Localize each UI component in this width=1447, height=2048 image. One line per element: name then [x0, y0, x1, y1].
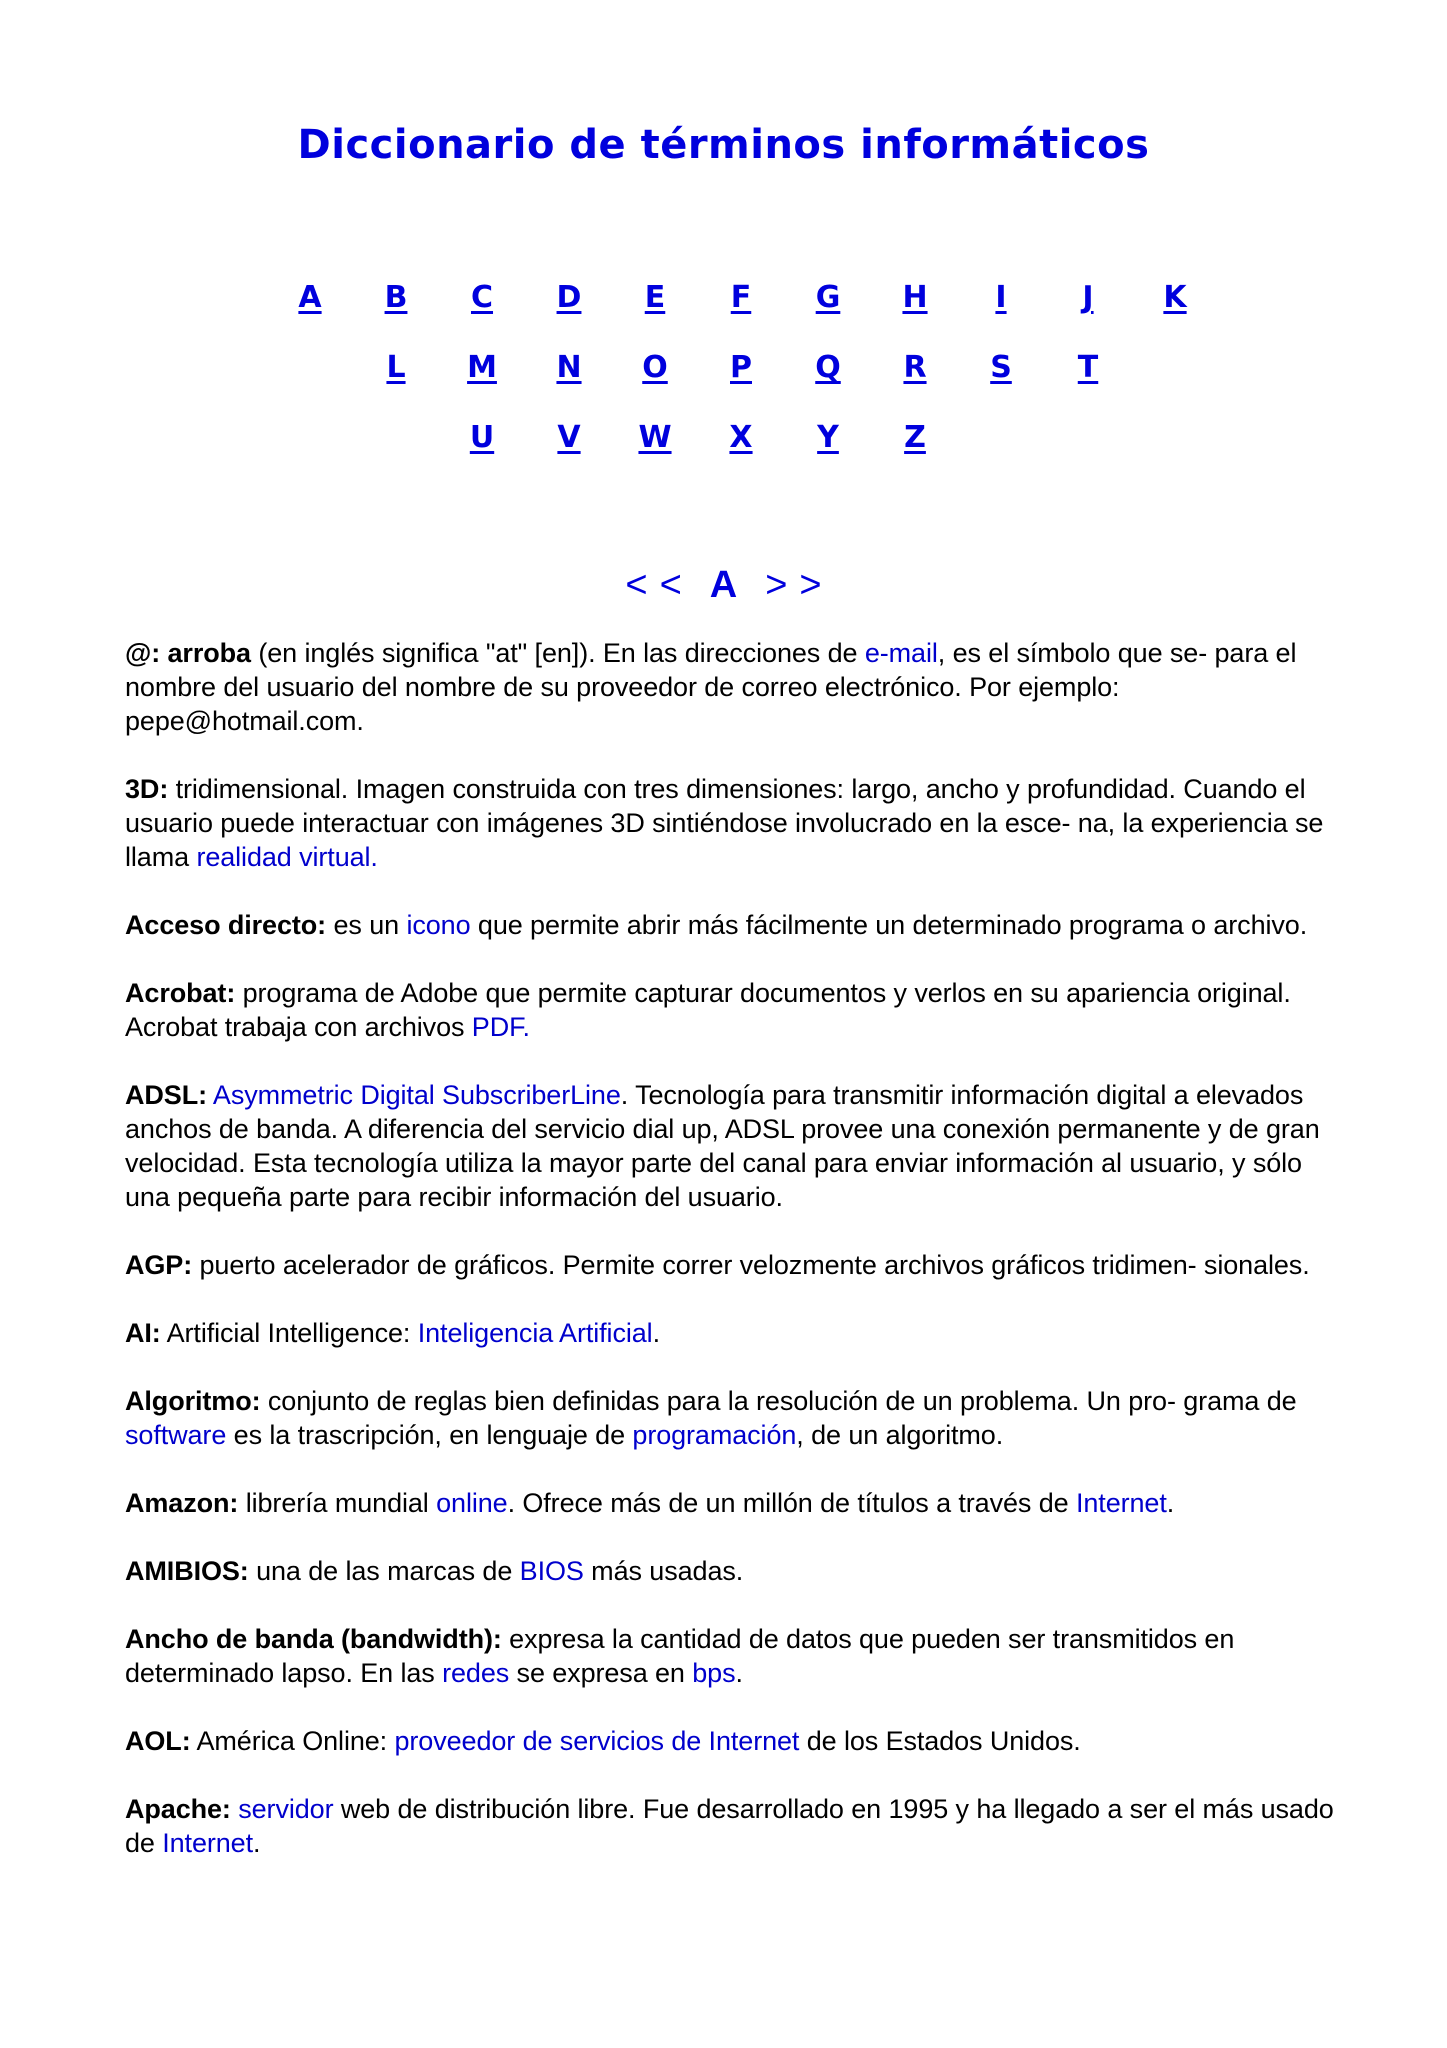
entry-definition-text: programa de Adobe que permite capturar documentos y verlos en su apariencia original. Acrobat trabaja con archivos [125, 978, 1291, 1042]
glossary-entry [125, 1078, 1345, 1214]
entry-term: @: arroba [125, 638, 251, 668]
entry-definition-text: . [735, 1658, 743, 1688]
entry-definition-text: . [1166, 1488, 1175, 1518]
glossary-entry [125, 1554, 1345, 1588]
entry-definition-text: librería mundial [238, 1488, 437, 1518]
letter-link-x[interactable]: X [729, 420, 753, 455]
entry-definition-text: conjunto de reglas bien definidas para la resolución de un problema. Un pro- grama de [260, 1386, 1297, 1416]
letter-link-t[interactable]: T [1077, 350, 1099, 385]
letter-link-p[interactable]: P [730, 350, 752, 385]
glossary-entry [125, 976, 1345, 1044]
letter-link-u[interactable]: U [469, 420, 495, 455]
letter-link-f[interactable]: F [730, 280, 752, 315]
glossary-entry [125, 636, 1345, 738]
letter-link-m[interactable]: M [467, 350, 497, 385]
letter-link-b[interactable]: B [384, 280, 408, 315]
letter-link-o[interactable]: O [642, 350, 668, 385]
entry-definition-text: (en inglés significa "at" [en]). En las direcciones de [250, 638, 865, 668]
entry-link[interactable]: bps [692, 1658, 736, 1688]
letter-link-v[interactable]: V [557, 420, 581, 455]
entry-definition-text: que permite abrir más fácilmente un determinado programa o archivo. [470, 910, 1308, 940]
glossary-entry [125, 1622, 1345, 1690]
letter-link-r[interactable]: R [903, 350, 927, 385]
entry-definition-text: expresa la cantidad de datos que pueden ser transmitidos en determinado lapso. En las [125, 1624, 1235, 1688]
entry-term: Amazon: [125, 1488, 239, 1518]
entry-link[interactable]: realidad virtual. [196, 842, 378, 872]
letter-link-a[interactable]: A [298, 280, 322, 315]
glossary-entry [125, 1384, 1345, 1452]
entry-definition-text: es un [326, 910, 407, 940]
entry-term: Apache: [125, 1794, 231, 1824]
entry-link[interactable]: Internet [162, 1828, 253, 1858]
glossary-entry [125, 1486, 1345, 1520]
entry-definition-text: web de distribución libre. Fue desarrollado en 1995 y ha llegado a ser el más usado de [125, 1794, 1334, 1858]
page-title: Diccionario de términos informáticos [297, 122, 1150, 168]
entry-link[interactable]: PDF. [471, 1012, 530, 1042]
glossary-entry [125, 1724, 1345, 1758]
current-letter: A [709, 564, 738, 606]
entry-term: Acrobat: [125, 978, 236, 1008]
letter-link-k[interactable]: K [1163, 280, 1187, 315]
entry-link[interactable]: redes [442, 1658, 510, 1688]
entry-definition-text: América Online: [190, 1726, 395, 1756]
entry-definition-text: es la trascripción, en lenguaje de [226, 1420, 633, 1450]
entry-term: AOL: [125, 1726, 191, 1756]
letter-link-l[interactable]: L [386, 350, 406, 385]
glossary-entry [125, 908, 1345, 942]
entry-definition-text: , de un algoritmo. [796, 1420, 1004, 1450]
glossary-entry [125, 1316, 1345, 1350]
entry-definition-text: más usadas. [583, 1556, 744, 1586]
letter-link-n[interactable]: N [556, 350, 582, 385]
letter-link-e[interactable]: E [644, 280, 666, 315]
entry-term: Acceso directo: [125, 910, 327, 940]
entry-term: Algoritmo: [125, 1386, 261, 1416]
glossary-entry [125, 1248, 1345, 1282]
entry-definition-text: . Tecnología para transmitir información digital a elevados anchos de banda. A diferencia del servicio dial up, ADSL provee una conexión permanente y de gran velocidad. Esta tecnología utiliza la mayor parte del canal para enviar información al usuario, y sólo una pequeña parte para recibir información del usuario. [125, 1080, 1320, 1212]
entry-term: AGP: [125, 1250, 193, 1280]
letter-link-z[interactable]: Z [904, 420, 926, 455]
entry-definition-text: una de las marcas de [248, 1556, 520, 1586]
entry-term: 3D: [125, 774, 169, 804]
letter-link-c[interactable]: C [470, 280, 494, 315]
entry-link[interactable]: e-mail [864, 638, 938, 668]
previous-letter-icon[interactable]: < [625, 564, 648, 606]
entry-link[interactable]: software [125, 1420, 227, 1450]
entry-link[interactable]: Inteligencia Artificial [417, 1318, 653, 1348]
entry-link[interactable]: Internet [1075, 1488, 1167, 1518]
entry-term: Ancho de banda (bandwidth): [125, 1624, 502, 1654]
entry-definition-text: tridimensional. Imagen construida con tres dimensiones: largo, ancho y profundidad. Cuando el usuario puede interactuar con imágenes 3D sintiéndose involucrado en la esce- na, la experiencia se llama [125, 774, 1324, 872]
entry-definition-text: se expresa en [509, 1658, 693, 1688]
entry-term: AI: [125, 1318, 161, 1348]
next-letter-icon[interactable]: > [765, 564, 788, 606]
letter-link-i[interactable]: I [995, 280, 1007, 315]
glossary-entry [125, 1792, 1345, 1860]
entry-link[interactable]: proveedor de servicios de Internet [394, 1726, 800, 1756]
glossary-entries [125, 636, 1345, 1894]
letter-link-d[interactable]: D [556, 280, 582, 315]
entry-link[interactable]: icono [406, 910, 471, 940]
letter-link-s[interactable]: S [990, 350, 1012, 385]
entry-link[interactable]: servidor [238, 1794, 334, 1824]
entry-definition-text: . [253, 1828, 261, 1858]
entry-definition-text: . [652, 1318, 660, 1348]
letter-link-y[interactable]: Y [817, 420, 839, 455]
letter-link-g[interactable]: G [815, 280, 841, 315]
entry-term: ADSL: [125, 1080, 207, 1110]
entry-link[interactable]: Asymmetric Digital SubscriberLine [212, 1080, 621, 1110]
entry-link[interactable]: BIOS [519, 1556, 584, 1586]
letter-navigation [0, 560, 1447, 610]
next-letter-icon[interactable]: > [799, 564, 822, 606]
letter-link-w[interactable]: W [638, 420, 672, 455]
entry-definition-text: de los Estados Unidos. [799, 1726, 1081, 1756]
entry-definition-text: Artificial Intelligence: [160, 1318, 418, 1348]
entry-definition-text: . Ofrece más de un millón de títulos a través de [507, 1488, 1076, 1518]
entry-link[interactable]: online [436, 1488, 508, 1518]
letter-link-h[interactable]: H [902, 280, 928, 315]
letter-link-j[interactable]: J [1082, 280, 1094, 315]
glossary-entry [125, 772, 1345, 874]
previous-letter-icon[interactable]: < [659, 564, 682, 606]
entry-definition-text: , es el símbolo que se- para el nombre del usuario del nombre de su proveedor de correo electrónico. Por ejemplo: pepe@hotmail.com. [125, 638, 1297, 736]
letter-link-q[interactable]: Q [815, 350, 841, 385]
entry-definition-text: puerto acelerador de gráficos. Permite correr velozmente archivos gráficos tridimen- sionales. [192, 1250, 1310, 1280]
entry-link[interactable]: programación [632, 1420, 797, 1450]
entry-term: AMIBIOS: [125, 1556, 249, 1586]
